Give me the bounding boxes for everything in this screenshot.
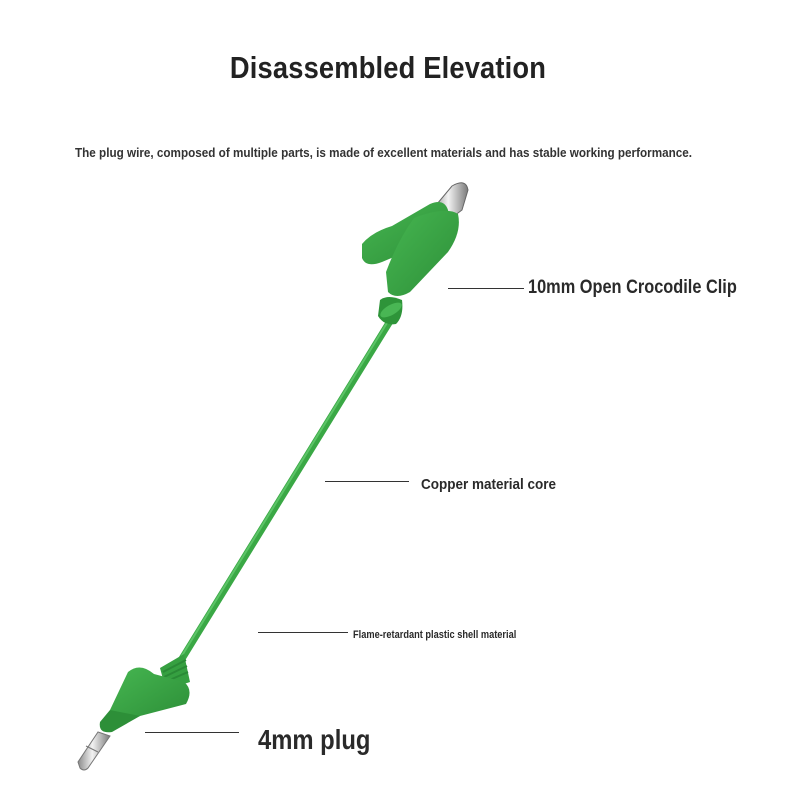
banana-plug: [78, 654, 190, 770]
page-subtitle: The plug wire, composed of multiple parts, is made of excellent materials and has stable working performance.: [75, 145, 693, 160]
callout-core-label: Copper material core: [421, 476, 557, 493]
leader-line-clip: [448, 288, 524, 289]
cable: [180, 318, 392, 662]
plug-pin: [78, 732, 110, 770]
leader-line-plug: [145, 732, 239, 733]
callout-plug-label: 4mm plug: [258, 724, 371, 755]
page-title: Disassembled Elevation: [229, 50, 547, 85]
leader-line-core: [325, 481, 409, 482]
cable-highlight: [178, 318, 390, 662]
callout-shell-label: Flame-retardant plastic shell material: [353, 629, 517, 641]
crocodile-clip: [362, 183, 468, 325]
leader-line-shell: [258, 632, 348, 633]
callout-clip-label: 10mm Open Crocodile Clip: [528, 277, 737, 298]
